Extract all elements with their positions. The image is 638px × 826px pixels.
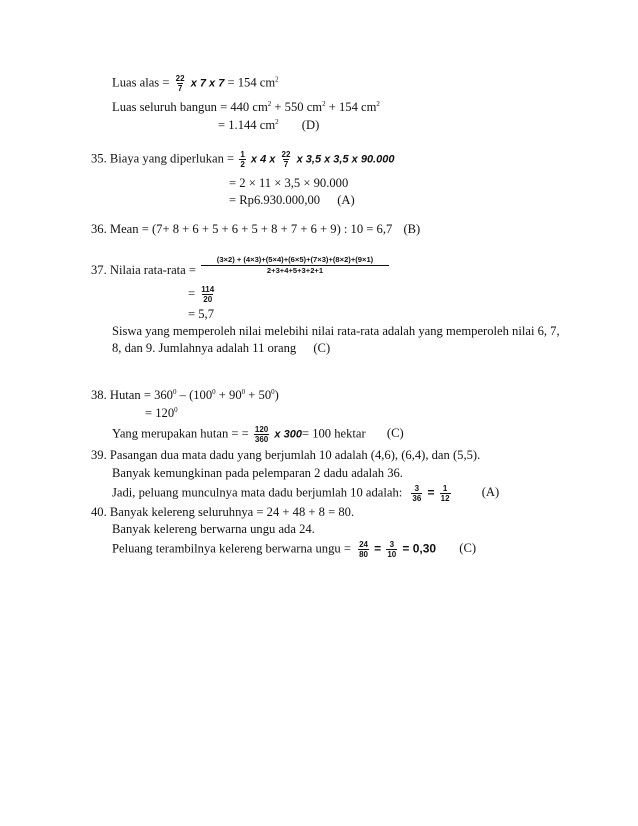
fraction-numerator: 1 xyxy=(240,150,245,159)
q35-label: 35. Biaya yang diperlukan = xyxy=(91,151,235,166)
degree-superscript: 0 xyxy=(212,388,216,396)
q40-line1: 40. Banyak kelereng seluruhnya = 24 + 48 + 8 = 80. xyxy=(91,505,355,519)
fraction-3-10 xyxy=(386,540,397,559)
q35-step2: = Rp6.930.000,00 xyxy=(229,193,321,207)
fraction-denominator: 2 xyxy=(240,160,245,169)
q38-line xyxy=(91,388,279,403)
q37-para2: 8, dan 9. Jumlahnya adalah 11 orang xyxy=(112,341,297,355)
q35-line xyxy=(91,150,394,169)
degree-superscript: 0 xyxy=(172,388,177,396)
fraction-denominator: 7 xyxy=(283,160,289,169)
q37-big-fraction xyxy=(201,255,389,276)
fraction-denominator: 36 xyxy=(412,494,422,503)
fraction-numerator: 22 xyxy=(281,150,291,159)
fraction-numerator: 22 xyxy=(175,74,185,83)
answer-c: (C) xyxy=(386,426,404,441)
q40-line2: Banyak kelereng berwarna ungu ada 24. xyxy=(112,522,315,536)
q38-result-line xyxy=(145,406,178,421)
luas-alas-multiplication: x 7 x 7 xyxy=(190,77,225,90)
q38-hutan-label: Yang merupakan hutan = = xyxy=(112,426,249,441)
luas-seluruh-text-1: Luas seluruh bangun = 440 cm xyxy=(112,100,268,114)
luas-seluruh-line xyxy=(112,100,380,115)
fraction-denominator: 7 xyxy=(177,84,183,93)
q39-line3-text: Jadi, peluang munculnya mata dadu berjumlah 10 adalah: xyxy=(112,485,403,500)
fraction-numerator: 114 xyxy=(201,285,215,294)
luas-alas-line xyxy=(112,74,279,93)
fraction-denominator: 10 xyxy=(387,550,397,559)
luas-total: = 1.144 cm xyxy=(218,118,276,132)
fraction-denominator: 80 xyxy=(359,550,369,559)
answer-d: (D) xyxy=(301,118,320,132)
q37-para1: Siswa yang memperoleh nilai melebihi nilai rata-rata adalah yang memperoleh nilai 6, 7, xyxy=(112,324,560,338)
q38-close: ) xyxy=(274,388,279,402)
q39-line2: Banyak kemungkinan pada pelemparan 2 dadu adalah 36. xyxy=(112,466,403,480)
luas-alas-result: = 154 cm xyxy=(227,75,276,90)
fraction-120-360 xyxy=(254,425,269,444)
exponent: 2 xyxy=(322,100,326,108)
q38-hutan-line xyxy=(112,425,404,444)
degree-superscript: 0 xyxy=(271,388,275,396)
fraction-3-36 xyxy=(411,484,422,503)
fraction-numerator: 1 xyxy=(442,484,448,493)
fraction-1-2 xyxy=(239,150,245,169)
fraction-numerator: 120 xyxy=(254,425,269,434)
luas-alas-label: Luas alas = xyxy=(112,75,170,90)
exponent: 2 xyxy=(376,100,380,108)
q40-result: = 0,30 xyxy=(402,541,437,556)
exponent: 2 xyxy=(275,75,279,84)
q35-tail: x 3,5 x 3,5 x 90.000 xyxy=(296,153,395,166)
q37-para2-line xyxy=(112,341,330,356)
q35-times-4: x 4 x xyxy=(250,153,276,166)
answer-a: (A) xyxy=(337,193,355,207)
q39-line1: 39. Pasangan dua mata dadu yang berjumlah 10 adalah (4,6), (6,4), dan (5,5). xyxy=(91,448,481,462)
exponent: 2 xyxy=(275,118,279,126)
fraction-22-7 xyxy=(281,150,292,169)
q37-label: 37. Nilaia rata-rata = xyxy=(91,263,196,277)
q35-step1: = 2 × 11 × 3,5 × 90.000 xyxy=(229,176,349,190)
fraction-numerator: 3 xyxy=(414,484,420,493)
q38-plus1: + 90 xyxy=(215,388,242,402)
degree-superscript: 0 xyxy=(241,388,246,396)
fraction-22-7 xyxy=(175,74,186,93)
q37-line xyxy=(91,263,196,278)
fraction-numerator: (3×2) + (4×3)+(5×4)+(6×5)+(7×3)+(8×2)+(9×1) xyxy=(216,255,374,264)
q37-equals: = xyxy=(188,286,196,301)
answer-c: (C) xyxy=(313,341,331,355)
fraction-denominator: 360 xyxy=(254,435,269,444)
q40-line3 xyxy=(112,540,476,559)
fraction-denominator: 20 xyxy=(203,295,213,304)
q38-result: = 120 xyxy=(145,406,175,420)
q40-line3-text: Peluang terambilnya kelereng berwarna ungu = xyxy=(112,541,351,556)
q39-equals: = xyxy=(427,485,435,500)
answer-a: (A) xyxy=(481,485,500,500)
q35-step2-line xyxy=(229,193,355,208)
q39-line3 xyxy=(112,484,499,503)
q38-plus2: + 50 xyxy=(245,388,272,402)
q36-text: 36. Mean = (7+ 8 + 6 + 5 + 6 + 5 + 8 + 7 + 6 + 9) : 10 = 6,7 xyxy=(91,222,393,236)
exponent: 2 xyxy=(267,100,272,108)
degree-superscript: 0 xyxy=(174,406,178,414)
luas-seluruh-text-2: + 550 cm xyxy=(271,100,323,114)
fraction-numerator: 3 xyxy=(389,540,395,549)
answer-c: (C) xyxy=(459,541,477,556)
fraction-24-80 xyxy=(358,540,369,559)
q36-line xyxy=(91,222,420,237)
q38-hutan-result: = 100 hektar xyxy=(301,426,366,441)
luas-seluruh-text-3: + 154 cm xyxy=(325,100,377,114)
fraction-numerator: 24 xyxy=(359,540,369,549)
q38-minus: – (100 xyxy=(176,388,213,402)
fraction-denominator: 2+3+4+5+3+2+1 xyxy=(201,265,389,276)
luas-total-line xyxy=(218,118,319,133)
fraction-1-12 xyxy=(440,484,451,503)
q37-result: = 5,7 xyxy=(188,307,214,321)
q40-equals: = xyxy=(374,541,382,556)
fraction-114-20 xyxy=(200,285,215,304)
fraction-denominator: 12 xyxy=(440,494,450,503)
answer-b: (B) xyxy=(403,222,421,236)
q38-times-300: x 300 xyxy=(274,428,302,441)
q38-lead: 38. Hutan = 360 xyxy=(91,388,173,402)
q37-step1 xyxy=(188,285,217,304)
